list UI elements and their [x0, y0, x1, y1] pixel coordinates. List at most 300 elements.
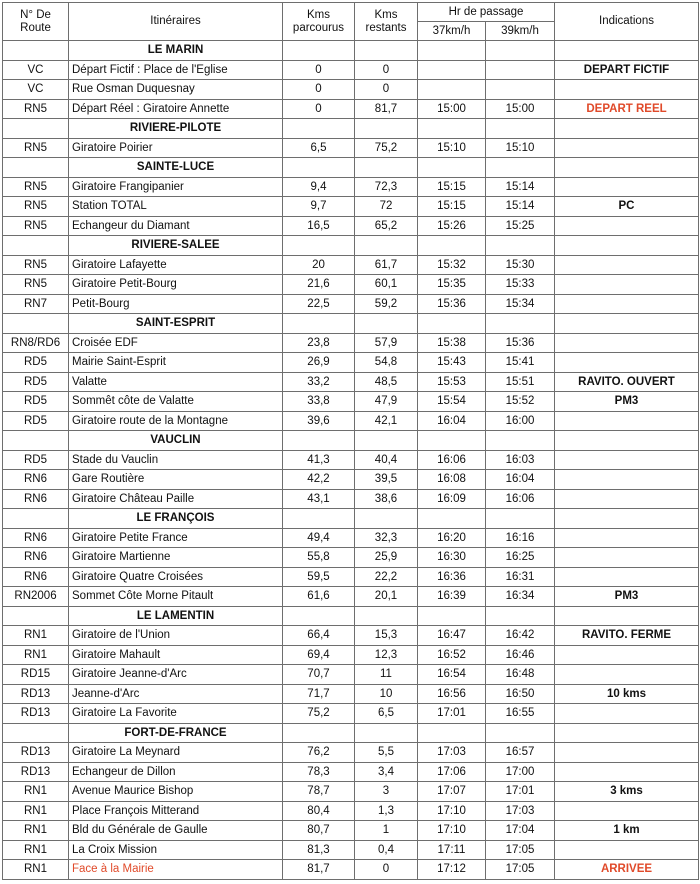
- time-37-cell: 16:54: [418, 665, 486, 685]
- itineraire-cell: Echangeur du Diamant: [69, 216, 283, 236]
- kms-restants-cell: 6,5: [355, 704, 418, 724]
- route-cell: RD5: [3, 450, 69, 470]
- empty-cell: [355, 41, 418, 61]
- empty-cell: [355, 119, 418, 139]
- indication-cell: [555, 411, 699, 431]
- empty-cell: [355, 723, 418, 743]
- time-39-cell: 16:00: [486, 411, 555, 431]
- empty-cell: [3, 606, 69, 626]
- empty-cell: [3, 158, 69, 178]
- time-37-cell: 17:03: [418, 743, 486, 763]
- time-37-cell: 16:08: [418, 470, 486, 490]
- indication-cell: [555, 489, 699, 509]
- empty-cell: [355, 314, 418, 334]
- kms-parcourus-cell: 23,8: [283, 333, 355, 353]
- empty-cell: [555, 723, 699, 743]
- empty-cell: [283, 509, 355, 529]
- indication-cell: RAVITO. OUVERT: [555, 372, 699, 392]
- empty-cell: [3, 431, 69, 451]
- empty-cell: [283, 723, 355, 743]
- time-39-cell: 16:03: [486, 450, 555, 470]
- section-name: LE MARIN: [69, 41, 283, 61]
- kms-parcourus-cell: 43,1: [283, 489, 355, 509]
- time-37-cell: 16:39: [418, 587, 486, 607]
- itineraire-cell: Sommet Côte Morne Pitault: [69, 587, 283, 607]
- itineraire-cell: Echangeur de Dillon: [69, 762, 283, 782]
- kms-parcourus-cell: 61,6: [283, 587, 355, 607]
- indication-cell: 10 kms: [555, 684, 699, 704]
- itineraire-cell: Bld du Générale de Gaulle: [69, 821, 283, 841]
- time-37-cell: 16:06: [418, 450, 486, 470]
- time-37-cell: 17:01: [418, 704, 486, 724]
- header-row: [3, 3, 699, 22]
- empty-cell: [418, 41, 486, 61]
- route-cell: RN1: [3, 860, 69, 880]
- kms-parcourus-cell: 55,8: [283, 548, 355, 568]
- header-itineraire: Itinéraires: [69, 3, 283, 41]
- table-row: [3, 275, 699, 295]
- kms-parcourus-cell: 39,6: [283, 411, 355, 431]
- empty-cell: [418, 606, 486, 626]
- time-39-cell: 16:31: [486, 567, 555, 587]
- route-cell: RD15: [3, 665, 69, 685]
- route-cell: RN7: [3, 294, 69, 314]
- kms-restants-cell: 1,3: [355, 801, 418, 821]
- kms-restants-cell: 54,8: [355, 353, 418, 373]
- kms-parcourus-cell: 81,7: [283, 860, 355, 880]
- table-row: [3, 80, 699, 100]
- time-39-cell: 17:01: [486, 782, 555, 802]
- kms-parcourus-cell: 9,7: [283, 197, 355, 217]
- time-39-cell: 17:05: [486, 860, 555, 880]
- table-row: [3, 372, 699, 392]
- section-row: [3, 431, 699, 451]
- kms-parcourus-cell: 0: [283, 99, 355, 119]
- indication-cell: PM3: [555, 587, 699, 607]
- indication-cell: 1 km: [555, 821, 699, 841]
- route-cell: RN5: [3, 197, 69, 217]
- indication-cell: [555, 840, 699, 860]
- kms-restants-cell: 72: [355, 197, 418, 217]
- kms-parcourus-cell: 21,6: [283, 275, 355, 295]
- indication-cell: DEPART FICTIF: [555, 60, 699, 80]
- section-row: [3, 723, 699, 743]
- time-39-cell: 15:51: [486, 372, 555, 392]
- indication-cell: [555, 138, 699, 158]
- empty-cell: [355, 606, 418, 626]
- section-name: SAINTE-LUCE: [69, 158, 283, 178]
- empty-cell: [486, 314, 555, 334]
- empty-cell: [418, 119, 486, 139]
- itineraire-cell: Station TOTAL: [69, 197, 283, 217]
- empty-cell: [486, 723, 555, 743]
- indication-cell: [555, 665, 699, 685]
- itineraire-cell: Départ Réel : Giratoire Annette: [69, 99, 283, 119]
- itineraire-cell: Rue Osman Duquesnay: [69, 80, 283, 100]
- empty-cell: [283, 431, 355, 451]
- table-row: [3, 743, 699, 763]
- time-37-cell: 17:10: [418, 821, 486, 841]
- kms-restants-cell: 3: [355, 782, 418, 802]
- section-name: LE FRANÇOIS: [69, 509, 283, 529]
- empty-cell: [283, 119, 355, 139]
- time-37-cell: 17:10: [418, 801, 486, 821]
- time-39-cell: 16:42: [486, 626, 555, 646]
- kms-parcourus-cell: 0: [283, 60, 355, 80]
- itineraire-cell: Gare Routière: [69, 470, 283, 490]
- table-row: [3, 665, 699, 685]
- kms-restants-cell: 60,1: [355, 275, 418, 295]
- table-row: [3, 684, 699, 704]
- time-39-cell: 15:14: [486, 177, 555, 197]
- indication-cell: PC: [555, 197, 699, 217]
- table-row: [3, 197, 699, 217]
- route-cell: RN6: [3, 567, 69, 587]
- kms-restants-cell: 0,4: [355, 840, 418, 860]
- itineraire-cell: Giratoire Lafayette: [69, 255, 283, 275]
- section-name: RIVIERE-PILOTE: [69, 119, 283, 139]
- time-37-cell: 16:09: [418, 489, 486, 509]
- empty-cell: [355, 236, 418, 256]
- section-row: [3, 119, 699, 139]
- table-row: [3, 99, 699, 119]
- kms-restants-cell: 40,4: [355, 450, 418, 470]
- route-cell: RN6: [3, 528, 69, 548]
- header-kms-parcourus: Kms parcourus: [283, 3, 355, 41]
- route-cell: RN6: [3, 489, 69, 509]
- table-row: [3, 704, 699, 724]
- kms-restants-cell: 0: [355, 860, 418, 880]
- section-row: [3, 158, 699, 178]
- time-39-cell: 15:30: [486, 255, 555, 275]
- time-37-cell: 16:04: [418, 411, 486, 431]
- kms-parcourus-cell: 59,5: [283, 567, 355, 587]
- indication-cell: [555, 80, 699, 100]
- route-cell: RN6: [3, 548, 69, 568]
- indication-cell: [555, 567, 699, 587]
- section-name: RIVIERE-SALEE: [69, 236, 283, 256]
- table-row: [3, 255, 699, 275]
- empty-cell: [283, 236, 355, 256]
- kms-restants-cell: 47,9: [355, 392, 418, 412]
- empty-cell: [418, 431, 486, 451]
- time-39-cell: 16:46: [486, 645, 555, 665]
- indication-cell: 3 kms: [555, 782, 699, 802]
- itineraire-cell: Face à la Mairie: [69, 860, 283, 880]
- route-cell: RN1: [3, 821, 69, 841]
- empty-cell: [555, 314, 699, 334]
- time-37-cell: 15:35: [418, 275, 486, 295]
- kms-restants-cell: 61,7: [355, 255, 418, 275]
- time-39-cell: 15:34: [486, 294, 555, 314]
- route-cell: RN5: [3, 99, 69, 119]
- time-39-cell: [486, 80, 555, 100]
- empty-cell: [418, 509, 486, 529]
- empty-cell: [418, 723, 486, 743]
- kms-parcourus-cell: 49,4: [283, 528, 355, 548]
- kms-restants-cell: 12,3: [355, 645, 418, 665]
- kms-restants-cell: 38,6: [355, 489, 418, 509]
- time-39-cell: 16:57: [486, 743, 555, 763]
- indication-cell: [555, 704, 699, 724]
- table-row: [3, 528, 699, 548]
- route-cell: RN1: [3, 626, 69, 646]
- empty-cell: [555, 158, 699, 178]
- table-row: [3, 840, 699, 860]
- route-cell: VC: [3, 80, 69, 100]
- kms-restants-cell: 48,5: [355, 372, 418, 392]
- time-37-cell: 15:26: [418, 216, 486, 236]
- kms-restants-cell: 0: [355, 60, 418, 80]
- time-37-cell: 16:20: [418, 528, 486, 548]
- time-39-cell: 15:25: [486, 216, 555, 236]
- time-39-cell: 16:06: [486, 489, 555, 509]
- kms-parcourus-cell: 33,2: [283, 372, 355, 392]
- table-row: [3, 353, 699, 373]
- time-39-cell: 17:05: [486, 840, 555, 860]
- itineraire-cell: Giratoire Poirier: [69, 138, 283, 158]
- itineraire-cell: Giratoire La Meynard: [69, 743, 283, 763]
- table-row: [3, 489, 699, 509]
- empty-cell: [486, 431, 555, 451]
- kms-parcourus-cell: 76,2: [283, 743, 355, 763]
- empty-cell: [555, 606, 699, 626]
- time-37-cell: 15:43: [418, 353, 486, 373]
- route-cell: RD13: [3, 743, 69, 763]
- time-37-cell: 15:32: [418, 255, 486, 275]
- kms-restants-cell: 11: [355, 665, 418, 685]
- table-row: [3, 587, 699, 607]
- time-37-cell: 16:52: [418, 645, 486, 665]
- empty-cell: [3, 236, 69, 256]
- time-37-cell: 15:10: [418, 138, 486, 158]
- kms-parcourus-cell: 0: [283, 80, 355, 100]
- time-39-cell: 16:48: [486, 665, 555, 685]
- kms-restants-cell: 15,3: [355, 626, 418, 646]
- empty-cell: [555, 509, 699, 529]
- time-37-cell: 16:36: [418, 567, 486, 587]
- table-row: [3, 450, 699, 470]
- itineraire-cell: Départ Fictif : Place de l'Eglise: [69, 60, 283, 80]
- time-39-cell: 15:52: [486, 392, 555, 412]
- empty-cell: [555, 41, 699, 61]
- time-39-cell: 16:34: [486, 587, 555, 607]
- route-cell: RD13: [3, 684, 69, 704]
- empty-cell: [486, 236, 555, 256]
- kms-restants-cell: 65,2: [355, 216, 418, 236]
- kms-parcourus-cell: 20: [283, 255, 355, 275]
- itineraire-cell: Stade du Vauclin: [69, 450, 283, 470]
- route-cell: RD5: [3, 353, 69, 373]
- itinerary-body: [3, 41, 699, 880]
- empty-cell: [418, 236, 486, 256]
- time-37-cell: 15:53: [418, 372, 486, 392]
- section-name: VAUCLIN: [69, 431, 283, 451]
- route-cell: RN6: [3, 470, 69, 490]
- empty-cell: [283, 314, 355, 334]
- kms-restants-cell: 22,2: [355, 567, 418, 587]
- table-row: [3, 548, 699, 568]
- kms-parcourus-cell: 26,9: [283, 353, 355, 373]
- table-row: [3, 411, 699, 431]
- time-39-cell: 16:25: [486, 548, 555, 568]
- table-row: [3, 626, 699, 646]
- itineraire-cell: La Croix Mission: [69, 840, 283, 860]
- itineraire-cell: Giratoire Mahault: [69, 645, 283, 665]
- itineraire-cell: Mairie Saint-Esprit: [69, 353, 283, 373]
- route-cell: RD5: [3, 392, 69, 412]
- time-37-cell: 15:00: [418, 99, 486, 119]
- kms-restants-cell: 20,1: [355, 587, 418, 607]
- kms-parcourus-cell: 75,2: [283, 704, 355, 724]
- route-cell: RD5: [3, 372, 69, 392]
- empty-cell: [555, 236, 699, 256]
- itineraire-cell: Giratoire Martienne: [69, 548, 283, 568]
- indication-cell: ARRIVEE: [555, 860, 699, 880]
- route-cell: RN5: [3, 275, 69, 295]
- table-row: [3, 60, 699, 80]
- header-speed-39: 39km/h: [486, 22, 555, 41]
- section-name: SAINT-ESPRIT: [69, 314, 283, 334]
- time-37-cell: 16:47: [418, 626, 486, 646]
- route-cell: RD13: [3, 762, 69, 782]
- indication-cell: [555, 743, 699, 763]
- itineraire-cell: Giratoire route de la Montagne: [69, 411, 283, 431]
- route-cell: RN5: [3, 255, 69, 275]
- table-row: [3, 821, 699, 841]
- kms-parcourus-cell: 33,8: [283, 392, 355, 412]
- section-row: [3, 236, 699, 256]
- time-37-cell: 17:06: [418, 762, 486, 782]
- kms-restants-cell: 57,9: [355, 333, 418, 353]
- route-cell: RN5: [3, 138, 69, 158]
- indication-cell: [555, 216, 699, 236]
- kms-parcourus-cell: 81,3: [283, 840, 355, 860]
- time-39-cell: 15:33: [486, 275, 555, 295]
- route-cell: RN1: [3, 782, 69, 802]
- itineraire-cell: Giratoire Quatre Croisées: [69, 567, 283, 587]
- itineraire-cell: Valatte: [69, 372, 283, 392]
- kms-parcourus-cell: 69,4: [283, 645, 355, 665]
- header-hr-passage: Hr de passage: [418, 3, 555, 22]
- empty-cell: [3, 509, 69, 529]
- indication-cell: [555, 450, 699, 470]
- kms-restants-cell: 1: [355, 821, 418, 841]
- time-39-cell: [486, 60, 555, 80]
- empty-cell: [3, 314, 69, 334]
- empty-cell: [486, 158, 555, 178]
- empty-cell: [486, 119, 555, 139]
- time-39-cell: 16:50: [486, 684, 555, 704]
- time-37-cell: 15:15: [418, 197, 486, 217]
- indication-cell: [555, 177, 699, 197]
- empty-cell: [283, 41, 355, 61]
- empty-cell: [355, 509, 418, 529]
- indication-cell: [555, 528, 699, 548]
- kms-restants-cell: 59,2: [355, 294, 418, 314]
- route-cell: RN5: [3, 216, 69, 236]
- kms-parcourus-cell: 70,7: [283, 665, 355, 685]
- time-39-cell: 15:00: [486, 99, 555, 119]
- kms-parcourus-cell: 16,5: [283, 216, 355, 236]
- empty-cell: [283, 158, 355, 178]
- route-cell: RN1: [3, 801, 69, 821]
- kms-restants-cell: 39,5: [355, 470, 418, 490]
- itineraire-cell: Croisée EDF: [69, 333, 283, 353]
- indication-cell: [555, 333, 699, 353]
- route-cell: RD5: [3, 411, 69, 431]
- table-row: [3, 860, 699, 880]
- indication-cell: DEPART REEL: [555, 99, 699, 119]
- table-row: [3, 392, 699, 412]
- itineraire-cell: Sommêt côte de Valatte: [69, 392, 283, 412]
- section-row: [3, 509, 699, 529]
- itineraire-cell: Giratoire La Favorite: [69, 704, 283, 724]
- empty-cell: [3, 723, 69, 743]
- table-row: [3, 470, 699, 490]
- itineraire-cell: Giratoire Château Paille: [69, 489, 283, 509]
- kms-restants-cell: 81,7: [355, 99, 418, 119]
- header-route: N° De Route: [3, 3, 69, 41]
- empty-cell: [355, 158, 418, 178]
- header-kms-restants: Kms restants: [355, 3, 418, 41]
- empty-cell: [355, 431, 418, 451]
- route-cell: RD13: [3, 704, 69, 724]
- section-row: [3, 41, 699, 61]
- empty-cell: [283, 606, 355, 626]
- time-37-cell: 16:56: [418, 684, 486, 704]
- itineraire-cell: Giratoire Petite France: [69, 528, 283, 548]
- kms-parcourus-cell: 41,3: [283, 450, 355, 470]
- empty-cell: [3, 119, 69, 139]
- kms-parcourus-cell: 22,5: [283, 294, 355, 314]
- kms-restants-cell: 3,4: [355, 762, 418, 782]
- time-39-cell: 17:03: [486, 801, 555, 821]
- section-name: LE LAMENTIN: [69, 606, 283, 626]
- indication-cell: [555, 275, 699, 295]
- indication-cell: PM3: [555, 392, 699, 412]
- itineraire-cell: Jeanne-d'Arc: [69, 684, 283, 704]
- section-row: [3, 314, 699, 334]
- kms-parcourus-cell: 78,3: [283, 762, 355, 782]
- time-39-cell: 16:04: [486, 470, 555, 490]
- route-cell: RN5: [3, 177, 69, 197]
- time-39-cell: 15:41: [486, 353, 555, 373]
- kms-restants-cell: 0: [355, 80, 418, 100]
- empty-cell: [486, 509, 555, 529]
- itineraire-cell: Giratoire de l'Union: [69, 626, 283, 646]
- kms-restants-cell: 5,5: [355, 743, 418, 763]
- empty-cell: [418, 314, 486, 334]
- time-37-cell: 17:07: [418, 782, 486, 802]
- time-39-cell: 17:04: [486, 821, 555, 841]
- kms-parcourus-cell: 78,7: [283, 782, 355, 802]
- route-cell: RN1: [3, 645, 69, 665]
- table-row: [3, 333, 699, 353]
- table-row: [3, 177, 699, 197]
- kms-restants-cell: 10: [355, 684, 418, 704]
- time-37-cell: 17:12: [418, 860, 486, 880]
- time-37-cell: [418, 60, 486, 80]
- table-row: [3, 762, 699, 782]
- time-39-cell: 17:00: [486, 762, 555, 782]
- time-37-cell: 15:38: [418, 333, 486, 353]
- indication-cell: [555, 255, 699, 275]
- indication-cell: [555, 353, 699, 373]
- itineraire-cell: Avenue Maurice Bishop: [69, 782, 283, 802]
- table-row: [3, 567, 699, 587]
- table-row: [3, 782, 699, 802]
